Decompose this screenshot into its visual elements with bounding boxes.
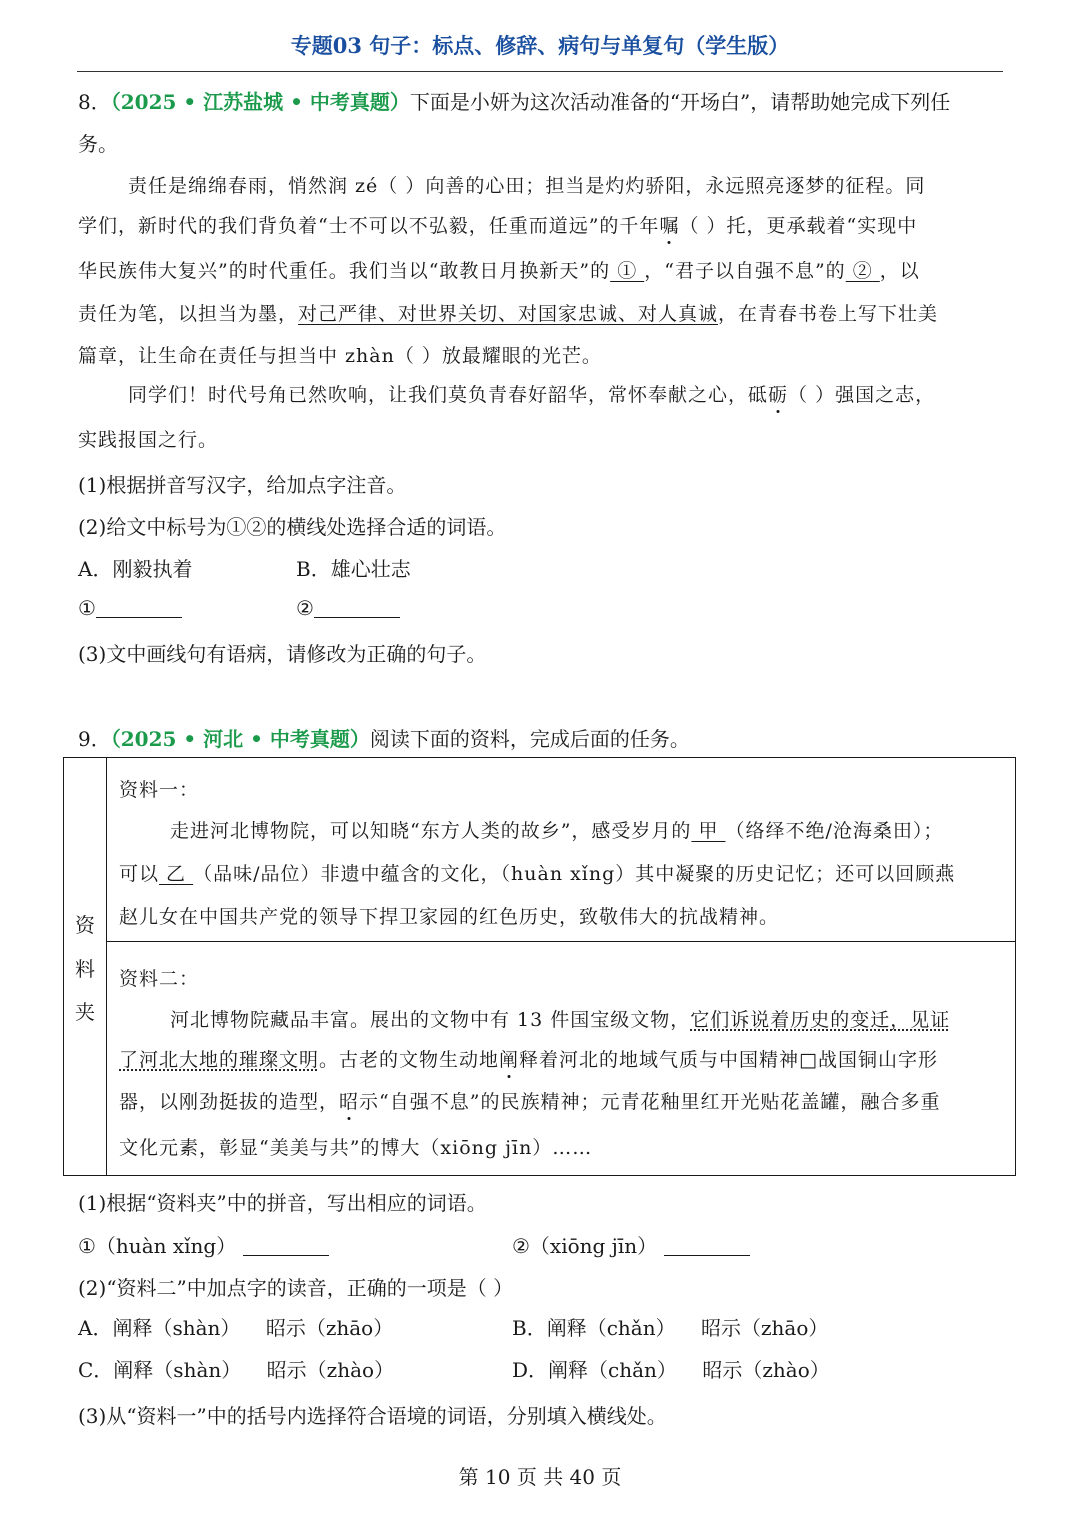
q9-subq-2: (2)“资料二”中加点字的读音，正确的一项是（ ） (78, 1276, 514, 1300)
m2-l3-b: 示“自强不息”的民族精神；元青花釉里红开光贴花盖罐，融合多重 (359, 1091, 941, 1113)
q9-option-a[interactable]: A．阐释（shàn） 昭示（zhāo） (78, 1316, 394, 1340)
q8-answer-2[interactable] (296, 596, 400, 620)
q8-p4-b: ，在青春书卷上写下壮美 (718, 303, 939, 325)
q8-p6-a: 同学们！时代号角已然吹响，让我们莫负青春好韶华，常怀奉献之心，砥 (128, 384, 769, 406)
q9-subq-1: (1)根据“资料夹”中的拼音，写出相应的词语。 (78, 1191, 487, 1215)
q8-underlined-sentence: 对己严律、对世界关切、对国家忠诚、对人真诚 (298, 303, 719, 325)
m1-l1-a: 走进河北博物院，可以知晓“东方人类的故乡”，感受岁月的 (170, 820, 692, 842)
q9-source: （2025 • 河北 • 中考真题） (110, 727, 370, 751)
m1-l2-b: （品味/品位）非遗中蕴含的文化，（huàn xǐng）其中凝聚的历史记忆；还可以回顾燕 (193, 863, 956, 885)
q8-blank-marker-1: ① (610, 260, 645, 282)
q8-passage-line-7: 实践报国之行。 (78, 429, 219, 451)
material-1-title: 资料一： (119, 779, 200, 801)
material-1-line-2 (119, 859, 955, 886)
material-1-line-3: 赵儿女在中国共产党的领导下捍卫家园的红色历史，致敬伟大的抗战精神。 (119, 906, 780, 928)
m2-l3-a: 器，以刚劲挺拔的造型， (119, 1091, 340, 1113)
q8-subq-2: (2)给文中标号为①②的横线处选择合适的词语。 (78, 515, 507, 539)
material-2-line-3 (119, 1087, 940, 1114)
q8-passage-line-3 (78, 256, 920, 283)
q9-option-c[interactable]: C．阐释（shàn） 昭示（zhào） (78, 1358, 395, 1382)
q8-intro-b: 务。 (78, 132, 118, 156)
q8-p3-b: ，“君子以自强不息”的 (644, 260, 846, 282)
m1-l1-b: （络绎不绝/沧海桑田）； (725, 820, 944, 842)
m2-dotted-char-zhao: 昭 (339, 1091, 360, 1113)
q8-number: 8． (78, 90, 111, 114)
page-header-title: 专题03 句子：标点、修辞、病句与单复句（学生版） (290, 33, 790, 58)
material-2-line-1 (170, 1005, 950, 1032)
material-1-line-1 (170, 816, 943, 843)
q8-subq-1: (1)根据拼音写汉字，给加点字注音。 (78, 473, 407, 497)
m2-l2-a: 。古老的文物生动地 (319, 1049, 500, 1071)
q9-answer-b[interactable] (512, 1230, 750, 1259)
q9-answer-a-blank[interactable] (243, 1235, 329, 1256)
q8-answer-1-blank[interactable] (96, 597, 182, 618)
q8-source: （2025 • 江苏盐城 • 中考真题） (110, 90, 410, 114)
m2-l1-a: 河北博物院藏品丰富。展出的文物中有 13 件国宝级文物， (170, 1009, 691, 1031)
m2-dotted-char-chan: 阐 (499, 1049, 520, 1071)
q9-number: 9． (78, 727, 111, 751)
q8-passage-line-4 (78, 299, 938, 326)
page-footer: 第 10 页 共 40 页 (458, 1465, 622, 1489)
header-divider (77, 71, 1003, 72)
q8-p3-a: 华民族伟大复兴”的时代重任。我们当以“敢教日月换新天”的 (78, 260, 611, 282)
q8-dotted-char-zhu: 嘱 (659, 215, 680, 237)
q8-intro-line (78, 86, 950, 115)
q8-p4-a: 责任为笔，以担当为墨， (78, 303, 299, 325)
q8-answer-1-label: ① (78, 596, 96, 620)
q9-subq-3: (3)从“资料一”中的括号内选择符合语境的词语，分别填入横线处。 (78, 1404, 667, 1428)
m2-l2-b: 释着河北的地域气质与中国精神□战国铜山字形 (519, 1049, 938, 1071)
q8-intro-a: 下面是小妍为这次活动准备的“开场白”，请帮助她完成下列任 (409, 90, 951, 114)
q9-answer-a-label: ①（huàn xǐng） (78, 1234, 237, 1258)
q8-passage-line-5: 篇章，让生命在责任与担当中 zhàn（ ）放最耀眼的光芒。 (78, 345, 602, 367)
q8-blank-marker-2: ② (845, 260, 880, 282)
q8-option-a: A．刚毅执着 (78, 557, 193, 581)
material-2-title: 资料二： (119, 968, 200, 990)
q8-p6-b: （ ）强国之志， (788, 384, 936, 406)
m1-blank-jia: 甲 (691, 820, 726, 842)
q8-passage-line-6 (128, 380, 935, 407)
q9-answer-b-label: ②（xiōng jīn） (512, 1234, 658, 1258)
q8-answer-2-blank[interactable] (314, 597, 400, 618)
q9-intro-line (78, 723, 690, 752)
q9-answer-a[interactable] (78, 1230, 329, 1259)
m2-underlined-a: 它们诉说着历史的变迁，见证 (690, 1009, 951, 1031)
q8-option-b: B．雄心壮志 (296, 557, 411, 581)
q9-answer-b-blank[interactable] (664, 1235, 750, 1256)
q8-subq-3: (3)文中画线句有语病，请修改为正确的句子。 (78, 642, 487, 666)
material-folder-label (64, 758, 107, 1175)
q8-passage-line-2 (78, 211, 917, 238)
q9-option-d[interactable]: D．阐释（chǎn） 昭示（zhào） (512, 1358, 830, 1382)
q8-answer-1[interactable] (78, 596, 182, 620)
m1-l2-a: 可以 (119, 863, 160, 885)
q8-p2-b: （ ）托，更承载着“实现中 (679, 215, 918, 237)
q8-dotted-char-li: 砺 (768, 384, 789, 406)
material-2-line-2 (119, 1045, 938, 1072)
q9-intro: 阅读下面的资料，完成后面的任务。 (369, 727, 690, 751)
folder-label-char-2: 料 (75, 957, 95, 981)
m2-underlined-b: 了河北大地的璀璨文明 (119, 1049, 320, 1071)
q9-option-b[interactable]: B．阐释（chǎn） 昭示（zhāo） (512, 1316, 829, 1340)
q8-passage-line-1: 责任是绵绵春雨，悄然润 zé（ ）向善的心田；担当是灼灼骄阳，永远照亮逐梦的征程。同 (128, 175, 926, 197)
q8-p3-c: ，以 (879, 260, 920, 282)
folder-label-char-3: 夹 (75, 1000, 95, 1024)
folder-label-char-1: 资 (75, 913, 95, 937)
material-divider (107, 941, 1015, 942)
q8-answer-2-label: ② (296, 596, 314, 620)
material-2-line-4: 文化元素，彰显“美美与共”的博大（xiōng jīn）…… (119, 1137, 593, 1159)
m1-blank-yi: 乙 (159, 863, 194, 885)
q8-p2-a: 学们，新时代的我们背负着“士不可以不弘毅，任重而道远”的千年 (78, 215, 660, 237)
